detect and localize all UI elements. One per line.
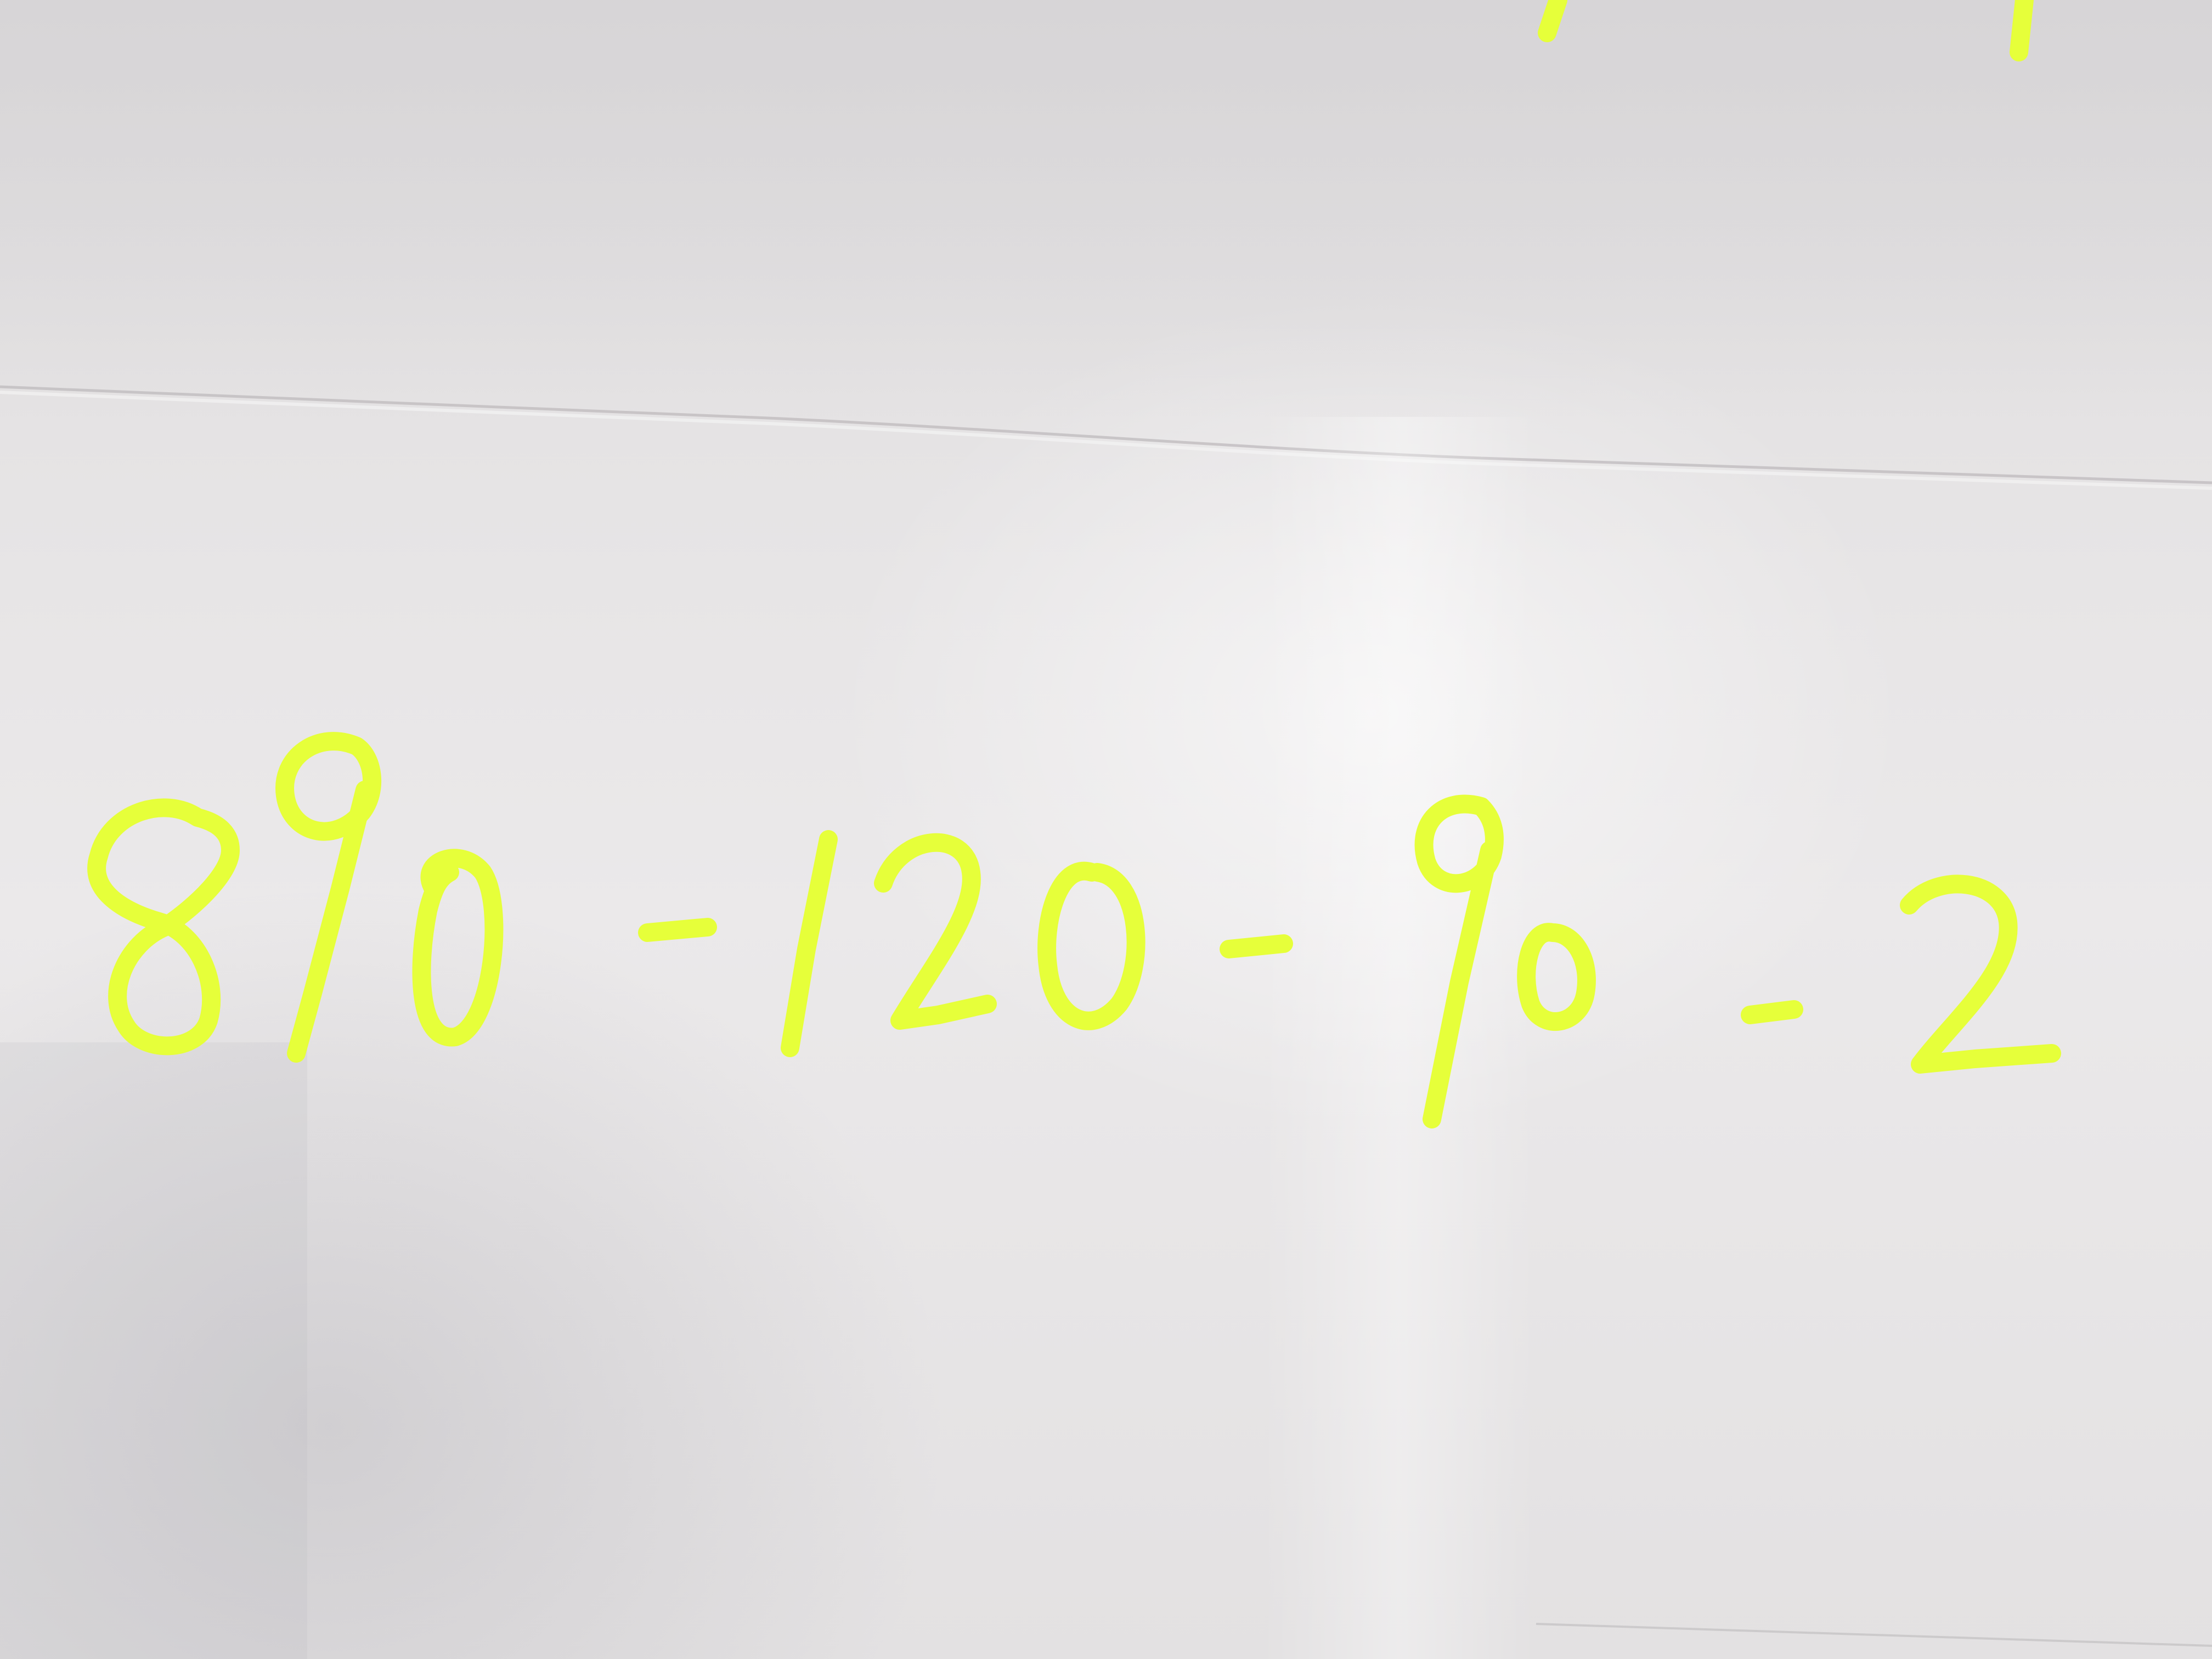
top-partial-stroke-2 (2019, 0, 2024, 52)
ink-strokes (97, 0, 2052, 1119)
digit-9-first (285, 741, 372, 1053)
dash-3 (1750, 1009, 1794, 1015)
digit-8 (97, 808, 230, 1046)
digit-2 (883, 843, 988, 1020)
dash-2 (1229, 944, 1284, 949)
digit-9-second (1424, 804, 1494, 1119)
digit-2-last (1909, 884, 2052, 1064)
top-partial-stroke-1 (1547, 0, 1558, 33)
digit-0-second (1047, 871, 1136, 1021)
digit-0-first (421, 858, 494, 1037)
digit-1 (790, 839, 828, 1048)
digit-0-third (1526, 932, 1587, 1022)
dash-1 (647, 927, 708, 933)
